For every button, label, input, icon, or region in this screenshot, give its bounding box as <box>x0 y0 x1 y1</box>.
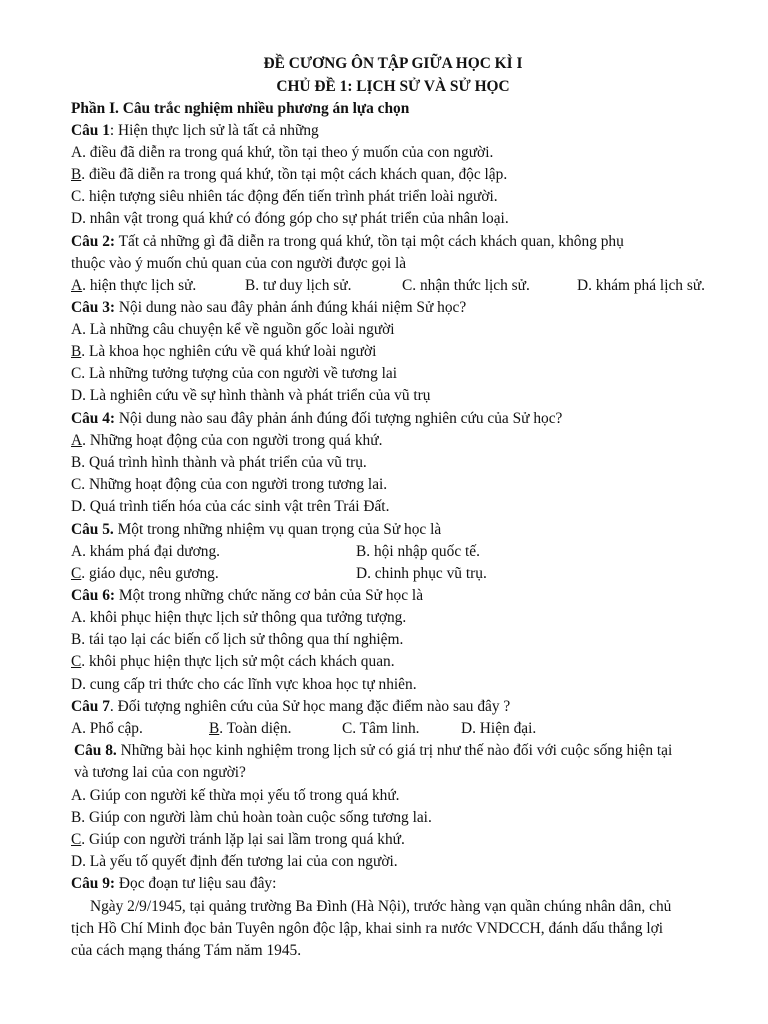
option-text: . Những hoạt động của con người trong quá khứ. <box>82 432 383 449</box>
question-text: : Hiện thực lịch sử là tất cả những <box>109 122 319 139</box>
q7-option-b <box>209 719 291 739</box>
q6-option-d: D. cung cấp tri thức cho các lĩnh vực khoa học tự nhiên. <box>71 676 417 693</box>
q3-option-a: A. Là những câu chuyện kể về nguồn gốc loài người <box>71 321 395 338</box>
question-text: Nội dung nào sau đây phản ánh đúng khái niệm Sử học? <box>115 299 467 316</box>
answer-letter: C <box>71 653 82 670</box>
question-label: Câu 4: <box>71 410 116 427</box>
q5-option-b: B. hội nhập quốc tế. <box>356 543 480 560</box>
q9-passage-line-1: Ngày 2/9/1945, tại quảng trường Ba Đình (Hà Nội), trước hàng vạn quần chúng nhân dân, chủ <box>90 898 672 915</box>
option-text: . khôi phục hiện thực lịch sử một cách khách quan. <box>81 653 395 670</box>
q2-option-d: D. khám phá lịch sử. <box>577 277 706 294</box>
question-label: Câu 3: <box>71 299 116 316</box>
question-3 <box>71 298 466 318</box>
question-8-cont: và tương lai của con người? <box>74 764 246 781</box>
question-label: Câu 5. <box>71 521 114 538</box>
q5-option-a: A. khám phá đại dương. <box>71 543 220 560</box>
q2-option-a <box>71 276 196 296</box>
question-text: Một trong những nhiệm vụ quan trọng của Sử học là <box>113 521 442 538</box>
question-8 <box>74 741 672 761</box>
q7-option-c: C. Tâm linh. <box>342 720 420 737</box>
question-label: Câu 1 <box>71 122 110 139</box>
q8-option-b: B. Giúp con người làm chủ hoàn toàn cuộc sống tương lai. <box>71 809 432 826</box>
q6-option-a: A. khôi phục hiện thực lịch sử thông qua tưởng tượng. <box>71 609 407 626</box>
question-text: Nội dung nào sau đây phản ánh đúng đối tượng nghiên cứu của Sử học? <box>115 410 563 427</box>
option-text: . Là khoa học nghiên cứu về quá khứ loài người <box>81 343 377 360</box>
question-label: Câu 7 <box>71 698 110 715</box>
q2-option-b: B. tư duy lịch sử. <box>245 277 352 294</box>
q7-option-a: A. Phổ cập. <box>71 720 143 737</box>
question-2 <box>71 232 624 252</box>
q4-option-c: C. Những hoạt động của con người trong tương lai. <box>71 476 388 493</box>
q8-option-a: A. Giúp con người kế thừa mọi yếu tố trong quá khứ. <box>71 787 400 804</box>
answer-letter: C <box>71 831 82 848</box>
q3-option-b <box>71 342 376 362</box>
q4-option-b: B. Quá trình hình thành và phát triển của vũ trụ. <box>71 454 367 471</box>
q3-option-c: C. Là những tưởng tượng của con người về tương lai <box>71 365 398 382</box>
section-heading: Phần I. Câu trắc nghiệm nhiều phương án lựa chọn <box>71 100 410 117</box>
document-title: ĐỀ CƯƠNG ÔN TẬP GIỮA HỌC KÌ I <box>263 55 523 72</box>
question-9 <box>71 874 276 894</box>
question-label: Câu 6: <box>71 587 116 604</box>
option-text: . Toàn diện. <box>219 720 292 737</box>
q1-option-b <box>71 165 507 185</box>
answer-letter: A <box>71 432 83 449</box>
answer-letter: B <box>71 166 82 183</box>
answer-letter: A <box>71 277 83 294</box>
question-1 <box>71 121 319 141</box>
question-text: Những bài học kinh nghiệm trong lịch sử có giá trị như thế nào đối với cuộc sống hiện tại <box>116 742 673 759</box>
question-text: Một trong những chức năng cơ bản của Sử học là <box>115 587 424 604</box>
q6-option-b: B. tái tạo lại các biến cố lịch sử thông qua thí nghiệm. <box>71 631 404 648</box>
q9-passage-line-2: tịch Hồ Chí Minh đọc bản Tuyên ngôn độc lập, khai sinh ra nước VNDCCH, đánh dấu thắng lợi <box>71 920 664 937</box>
answer-letter: B <box>71 343 82 360</box>
q7-option-d: D. Hiện đại. <box>461 720 537 737</box>
q4-option-d: D. Quá trình tiến hóa của các sinh vật trên Trái Đất. <box>71 498 390 515</box>
question-text: . Đối tượng nghiên cứu của Sử học mang đặc điểm nào sau đây ? <box>109 698 511 715</box>
answer-letter: C <box>71 565 82 582</box>
question-7 <box>71 697 510 717</box>
q9-passage-line-3: của cách mạng tháng Tám năm 1945. <box>71 942 302 959</box>
question-6 <box>71 586 423 606</box>
q4-option-a <box>71 431 382 451</box>
q1-option-a: A. điều đã diễn ra trong quá khứ, tồn tại theo ý muốn của con người. <box>71 144 494 161</box>
q3-option-d: D. Là nghiên cứu về sự hình thành và phát triển của vũ trụ <box>71 387 431 404</box>
q8-option-d: D. Là yếu tố quyết định đến tương lai của con người. <box>71 853 398 870</box>
question-2-cont: thuộc vào ý muốn chủ quan của con người được gọi là <box>71 255 407 272</box>
question-label: Câu 8. <box>74 742 117 759</box>
question-label: Câu 2: <box>71 233 116 250</box>
q8-option-c <box>71 830 405 850</box>
question-5 <box>71 520 441 540</box>
question-text: Tất cả những gì đã diễn ra trong quá khứ, tồn tại một cách khách quan, không phụ <box>115 233 624 250</box>
q1-option-d: D. nhân vật trong quá khứ có đóng góp cho sự phát triển của nhân loại. <box>71 210 509 227</box>
q6-option-c <box>71 652 395 672</box>
question-4 <box>71 409 562 429</box>
option-text: . Giúp con người tránh lặp lại sai lầm trong quá khứ. <box>81 831 405 848</box>
q1-option-c: C. hiện tượng siêu nhiên tác động đến tiến trình phát triển loài người. <box>71 188 498 205</box>
q2-option-c: C. nhận thức lịch sử. <box>402 277 530 294</box>
document-subtitle: CHỦ ĐỀ 1: LỊCH SỬ VÀ SỬ HỌC <box>276 78 510 95</box>
question-label: Câu 9: <box>71 875 116 892</box>
q5-option-c <box>71 564 219 584</box>
option-text: . giáo dục, nêu gương. <box>81 565 219 582</box>
option-text: . điều đã diễn ra trong quá khứ, tồn tại một cách khách quan, độc lập. <box>81 166 508 183</box>
option-text: . hiện thực lịch sử. <box>82 277 197 294</box>
question-text: Đọc đoạn tư liệu sau đây: <box>115 875 277 892</box>
q5-option-d: D. chinh phục vũ trụ. <box>356 565 487 582</box>
answer-letter: B <box>209 720 220 737</box>
